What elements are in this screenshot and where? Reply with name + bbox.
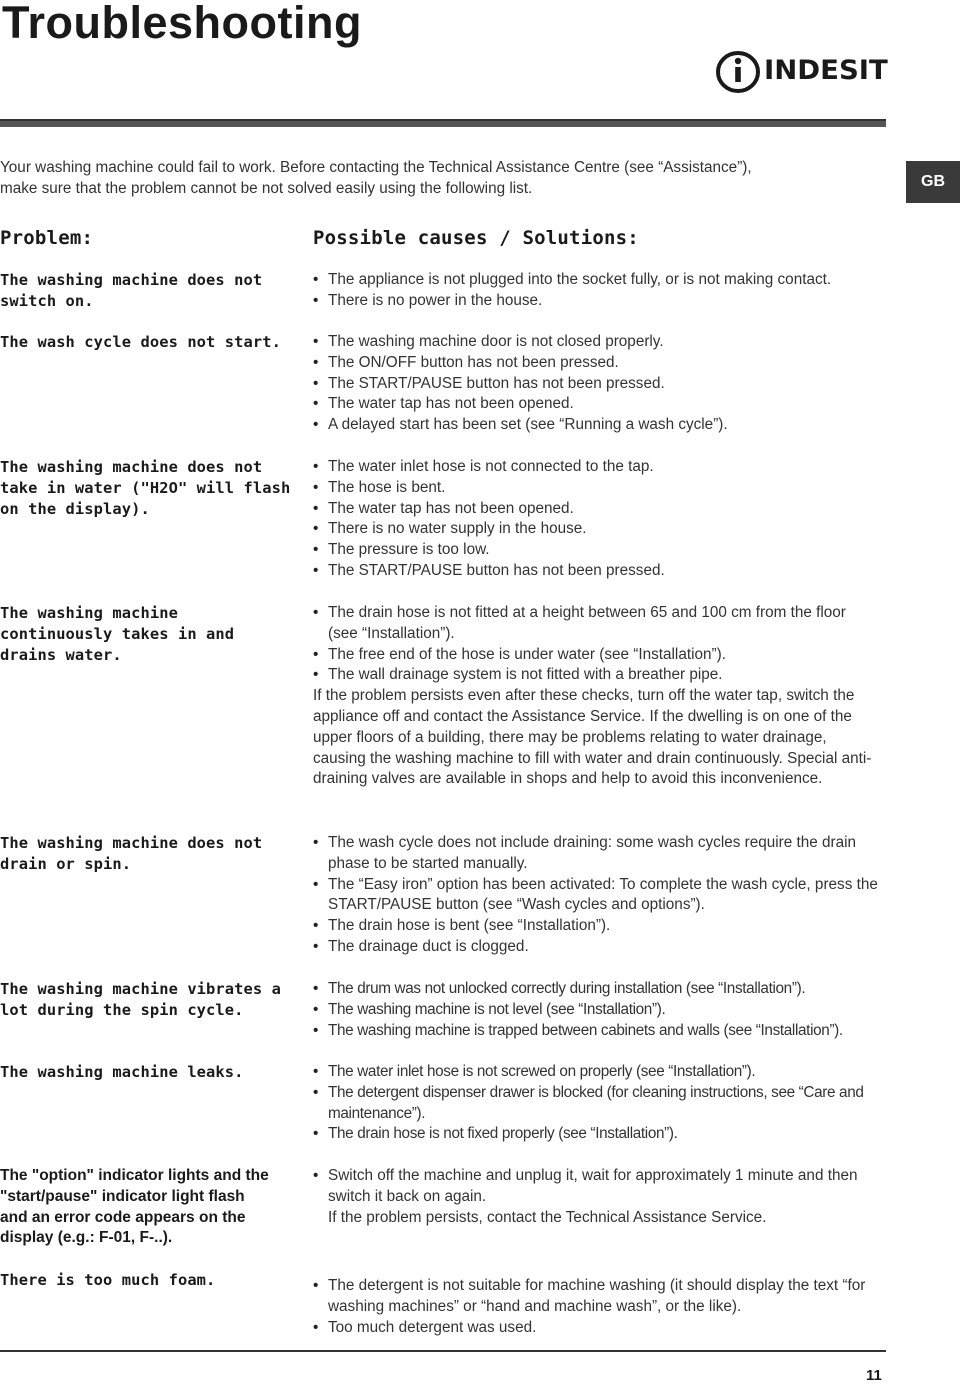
solution-cell [313,1166,873,1228]
intro-line: Your washing machine could fail to work. Before contacting the Technical Assistance Centre (see “Assistance”), [0,159,752,176]
cause-item: • The wall drainage system is not fitted with a breather pipe. [313,665,878,686]
footer-rule [0,1350,886,1352]
problem-cell: The "option" indicator lights and the "start/pause" indicator light flash and an error code appears on the display (e.g.: F-01, F-..). [0,1167,269,1247]
cause-item: • Switch off the machine and unplug it, wait for approximately 1 minute and then switch it back on again. [313,1166,873,1208]
language-tab: GB [906,161,960,203]
cause-item: • Too much detergent was used. [313,1318,883,1339]
solution-note: If the problem persists, contact the Technical Assistance Service. [328,1208,767,1226]
solution-note: If the problem persists even after these checks, turn off the water tap, switch the appliance off and contact the Assistance Service. If the dwelling is on one of the upper floors of a building, there may be problems relating to water drainage, causing the washing machine to fill with water and drain continuously. Special anti-draining valves are available in shops and help to avoid this inconvenience. [313,687,872,788]
intro-line: make sure that the problem cannot be not solved easily using the following list. [0,180,533,197]
cause-item: • The START/PAUSE button has not been pressed. [313,561,893,582]
cause-item: • The drain hose is bent (see “Installation”). [313,916,883,937]
problem-cell: The washing machine does not take in water ("H2O" will flash on the display). [0,458,291,518]
problem-cell: The washing machine leaks. [0,1063,244,1081]
header-rule-thick [0,121,886,127]
solution-cell [313,979,893,1041]
problem-cell: There is too much foam. [0,1271,216,1289]
cause-item: • The START/PAUSE button has not been pressed. [313,374,893,395]
solution-cell [313,833,883,958]
cause-item: • The water inlet hose is not connected to the tap. [313,457,893,478]
cause-item: • The washing machine door is not closed properly. [313,332,893,353]
solution-cell [313,457,893,582]
solution-cell [313,332,893,436]
cause-item: • The drain hose is not fitted at a height between 65 and 100 cm from the floor (see “Installation”). [313,603,878,645]
intro-text [0,157,880,199]
cause-item: • The hose is bent. [313,478,893,499]
cause-item: • The “Easy iron” option has been activated: To complete the wash cycle, press the START/PAUSE button (see “Wash cycles and options”). [313,875,883,917]
cause-item: • The appliance is not plugged into the socket fully, or is not making contact. [313,270,893,291]
solution-cell [313,1276,883,1338]
cause-item: • The drum was not unlocked correctly during installation (see “Installation”). [313,979,893,1000]
problem-cell: The washing machine does not drain or spin. [0,834,263,873]
page-title: Troubleshooting [2,0,362,48]
cause-item: • The water tap has not been opened. [313,499,893,520]
cause-item: • The washing machine is trapped between cabinets and walls (see “Installation”). [313,1021,893,1042]
solution-cell [313,270,893,312]
page-number: 11 [866,1367,882,1384]
cause-item: • The water tap has not been opened. [313,394,893,415]
brand-name: INDESIT [764,55,888,86]
problem-cell: The washing machine continuously takes in and drains water. [0,604,235,664]
cause-item: • The water inlet hose is not screwed on properly (see “Installation”). [313,1062,888,1083]
cause-item: • The free end of the hose is under water (see “Installation”). [313,645,878,666]
cause-item: • The ON/OFF button has not been pressed. [313,353,893,374]
problem-cell: The washing machine does not switch on. [0,271,263,310]
cause-item: • The drainage duct is clogged. [313,937,883,958]
brand-logo [714,50,888,94]
cause-item: • There is no power in the house. [313,291,893,312]
problem-cell: The wash cycle does not start. [0,333,281,351]
solution-cell [313,603,878,790]
cause-item: • A delayed start has been set (see “Running a wash cycle”). [313,415,893,436]
cause-item: • The pressure is too low. [313,540,893,561]
cause-item: • The wash cycle does not include draining: some wash cycles require the drain phase to be started manually. [313,833,883,875]
problem-header: Problem: [0,227,94,249]
solution-cell [313,1062,888,1145]
cause-item: • The detergent dispenser drawer is blocked (for cleaning instructions, see “Care and maintenance”). [313,1083,888,1125]
solutions-header: Possible causes / Solutions: [313,227,639,249]
indesit-logo-icon [714,50,762,94]
cause-item: • The washing machine is not level (see “Installation”). [313,1000,893,1021]
cause-item: • There is no water supply in the house. [313,519,893,540]
cause-item: • The drain hose is not fixed properly (see “Installation”). [313,1124,888,1145]
problem-cell: The washing machine vibrates a lot during the spin cycle. [0,980,281,1019]
cause-item: • The detergent is not suitable for machine washing (it should display the text “for washing machines” or “hand and machine wash”, or the like). [313,1276,883,1318]
